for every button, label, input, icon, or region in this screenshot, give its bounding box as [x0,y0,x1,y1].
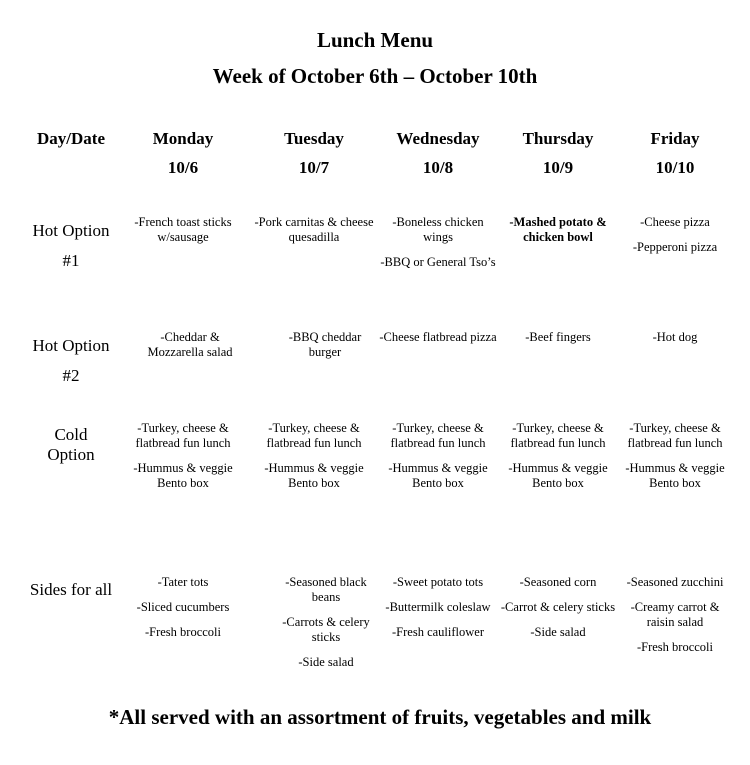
menu-item: -Hummus & veggie Bento box [264,461,364,490]
menu-item: -Sliced cucumbers [136,600,230,614]
menu-item: -Beef fingers [525,330,591,344]
menu-item: -Turkey, cheese & flatbread fun lunch [390,421,486,450]
menu-item: -Mashed potato & chicken bowl [509,215,607,244]
menu-cell-tue-hot1 [253,215,375,245]
header-label: Day/Date [37,129,105,148]
menu-item: -Fresh broccoli [636,640,714,654]
menu-cell-mon-hot1 [124,215,242,245]
menu-cell-mon-hot2 [140,330,240,360]
menu-cell-fri-cold [618,421,732,491]
menu-cell-wed-hot2 [372,330,504,345]
menu-cell-thu-cold [498,421,618,491]
menu-item: -Boneless chicken wings [392,215,484,244]
day-name: Friday [650,129,700,148]
menu-item: -Turkey, cheese & flatbread fun lunch [510,421,606,450]
header-wednesday [378,124,498,182]
menu-item: -Buttermilk coleslaw [385,600,491,614]
menu-item: -Side salad [530,625,586,639]
menu-item: -Creamy carrot & raisin salad [630,600,720,629]
day-date: 10/9 [542,158,574,177]
day-name: Thursday [522,129,594,148]
menu-item: -Turkey, cheese & flatbread fun lunch [135,421,231,450]
menu-item: -Carrots & celery sticks [282,615,370,644]
menu-cell-thu-sides [494,575,622,640]
menu-item: -Side salad [298,655,354,669]
day-date: 10/7 [298,158,330,177]
day-date: 10/6 [167,158,199,177]
menu-item: -Turkey, cheese & flatbread fun lunch [627,421,723,450]
footer-note: *All served with an assortment of fruits, vegetables and milk [108,705,652,729]
menu-cell-wed-sides [378,575,498,640]
menu-item: -Cheddar & Mozzarella salad [147,330,233,359]
header-tuesday [255,124,373,182]
menu-cell-thu-hot1 [500,215,616,245]
menu-item: -Fresh broccoli [144,625,222,639]
row-label-cold-option: Cold Option [47,425,95,464]
menu-cell-fri-sides [618,575,732,655]
menu-item: -BBQ cheddar burger [288,330,362,359]
menu-item: -Fresh cauliflower [392,625,484,639]
row-label-hot-option-2: Hot Option #2 [32,336,110,385]
menu-cell-wed-cold [378,421,498,491]
header-friday [618,124,732,182]
menu-cell-thu-hot2 [500,330,616,345]
menu-item: -Hot dog [652,330,698,344]
menu-cell-mon-cold [124,421,242,491]
menu-cell-fri-hot1 [618,215,732,255]
day-name: Monday [152,129,214,148]
day-date: 10/8 [422,158,454,177]
row-label-sides: Sides for all [29,580,113,599]
menu-item: -Cheese flatbread pizza [379,330,497,344]
menu-cell-tue-sides [272,575,380,670]
menu-cell-mon-sides [124,575,242,640]
menu-item: -Pork carnitas & cheese quesadilla [254,215,374,244]
menu-item: -Hummus & veggie Bento box [625,461,725,490]
menu-cell-tue-cold [255,421,373,491]
page-title: Lunch Menu [316,28,434,52]
header-thursday [498,124,618,182]
page-subtitle: Week of October 6th – October 10th [212,64,538,88]
menu-item: -Carrot & celery sticks [500,600,616,614]
menu-item: -Seasoned black beans [285,575,367,604]
menu-item: -Hummus & veggie Bento box [508,461,608,490]
menu-item: -Hummus & veggie Bento box [133,461,233,490]
menu-item: -Sweet potato tots [392,575,484,589]
header-monday [124,124,242,182]
row-label-hot-option-1: Hot Option #1 [32,221,110,270]
day-date: 10/10 [655,158,695,177]
menu-item: -Seasoned corn [519,575,597,589]
menu-item: -BBQ or General Tso’s [380,255,496,269]
day-name: Tuesday [284,129,344,148]
menu-item: -Cheese pizza [640,215,710,229]
menu-item: -Hummus & veggie Bento box [388,461,488,490]
menu-item: -Tater tots [157,575,209,589]
menu-cell-fri-hot2 [618,330,732,345]
menu-item: -Pepperoni pizza [632,240,718,254]
menu-item: -Seasoned zucchini [626,575,724,589]
menu-item: -French toast sticks w/sausage [134,215,232,244]
menu-cell-wed-hot1 [378,215,498,270]
day-name: Wednesday [396,129,480,148]
menu-cell-tue-hot2 [275,330,375,360]
menu-item: -Turkey, cheese & flatbread fun lunch [266,421,362,450]
